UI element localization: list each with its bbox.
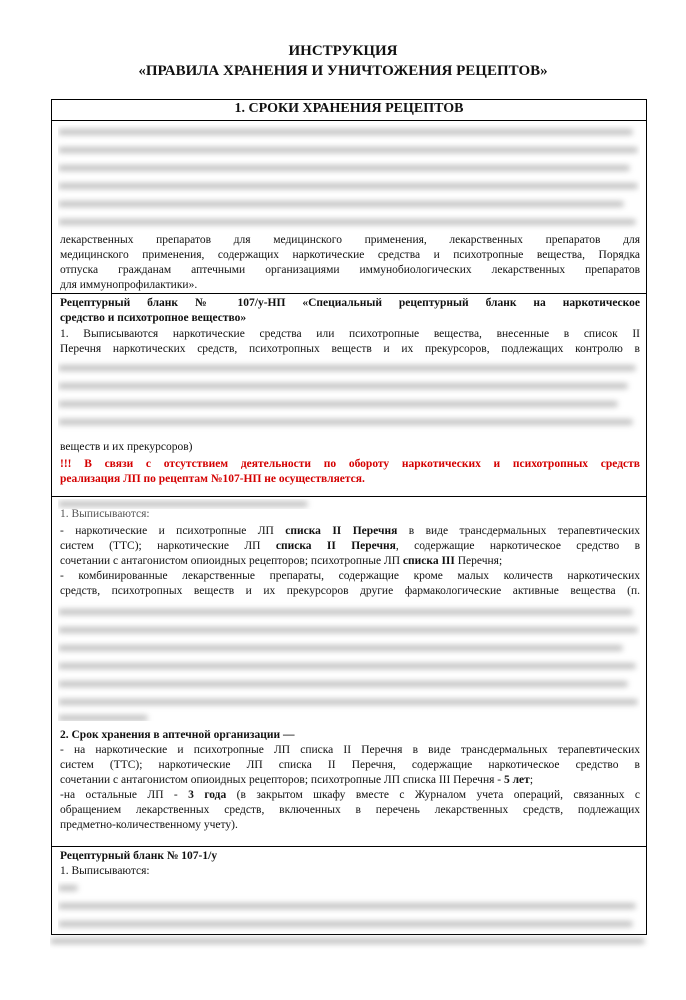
text-line: 1. Выписываются наркотические средства или психотропные вещества, внесенные в список II: [60, 328, 640, 340]
form-107-np-section: [52, 293, 646, 496]
text-line: систем (ТТС); наркотические ЛП списка II Перечня, содержащие наркотическое средство в: [60, 759, 640, 771]
text-line: - наркотические и психотропные ЛП списка II Перечня в виде трансдермальных терапевтических: [60, 525, 640, 537]
form-title: средство и психотропное вещество»: [60, 312, 247, 324]
text-line: обращением лекарственных средств, включенных в перечень лекарственных средств, подлежащих: [60, 804, 640, 816]
document-subtitle: «ПРАВИЛА ХРАНЕНИЯ И УНИЧТОЖЕНИЯ РЕЦЕПТОВ»: [138, 63, 548, 79]
form-107-1-section: [52, 846, 646, 935]
text-line: систем (ТТС); наркотические ЛП списка II Перечня, содержащие наркотическое средство в: [60, 540, 640, 552]
text-line: сочетании с антагонистом опиоидных рецепторов; психотропные ЛП списка III Перечня;: [60, 555, 503, 567]
warning-text: реализация ЛП по рецептам №107-НП не осуществляется.: [60, 473, 365, 485]
form-148-section: [52, 496, 646, 846]
text-line: 1. Выписываются:: [60, 508, 150, 520]
blurred-text: [58, 601, 640, 721]
text-line: медицинского применения, содержащих наркотические средства и психотропные вещества, Порядка: [60, 249, 640, 261]
form-title: Рецептурный бланк № 107-1/у: [60, 850, 218, 862]
text-line: сочетании с антагонистом опиоидных рецепторов; психотропные ЛП списка III Перечня - 5 лет;: [60, 774, 534, 786]
text-line: - комбинированные лекарственные препараты, содержащие кроме малых количеств наркотических: [60, 570, 640, 582]
section-heading-row: [52, 100, 646, 120]
storage-heading: 2. Срок хранения в аптечной организации —: [60, 729, 295, 741]
text-line: - на наркотические и психотропные ЛП списка II Перечня в виде трансдермальных терапевтических: [60, 744, 640, 756]
text-line: предметно-количественному учету).: [60, 819, 238, 831]
text-line: веществ и их прекурсоров): [60, 441, 193, 453]
blurred-text: [58, 125, 640, 231]
warning-text: !!! В связи с отсутствием деятельности по обороту наркотических и психотропных средств: [60, 458, 640, 470]
blurred-text: [58, 881, 640, 935]
text-line: отпуска гражданам аптечными организациями иммунобиологических лекарственных препаратов: [60, 264, 640, 276]
text-line: 1. Выписываются:: [60, 865, 150, 877]
blurred-text: [58, 359, 640, 437]
text-line: -на остальные ЛП - 3 года (в закрытом шкафу вместе с Журналом учета операций, связанных с: [60, 789, 640, 801]
text-line: для иммунопрофилактики».: [60, 279, 198, 291]
section-heading: 1. СРОКИ ХРАНЕНИЯ РЕЦЕПТОВ: [234, 101, 464, 116]
form-title: Рецептурный бланк № 107/у-НП «Специальный рецептурный бланк на наркотическое: [60, 297, 640, 309]
instruction-table: [51, 99, 647, 935]
section1-body: [52, 120, 646, 293]
text-line: лекарственных препаратов для медицинского применения, лекарственных препаратов для: [60, 234, 640, 246]
text-line: Перечня наркотических средств, психотропных веществ и их прекурсоров, подлежащих контролю в: [60, 343, 640, 355]
document-title: ИНСТРУКЦИЯ: [288, 43, 398, 59]
blurred-text: [50, 934, 650, 950]
text-line: средств, психотропных веществ и их прекурсоров другие фармакологические активные вещества (п.: [60, 585, 640, 597]
